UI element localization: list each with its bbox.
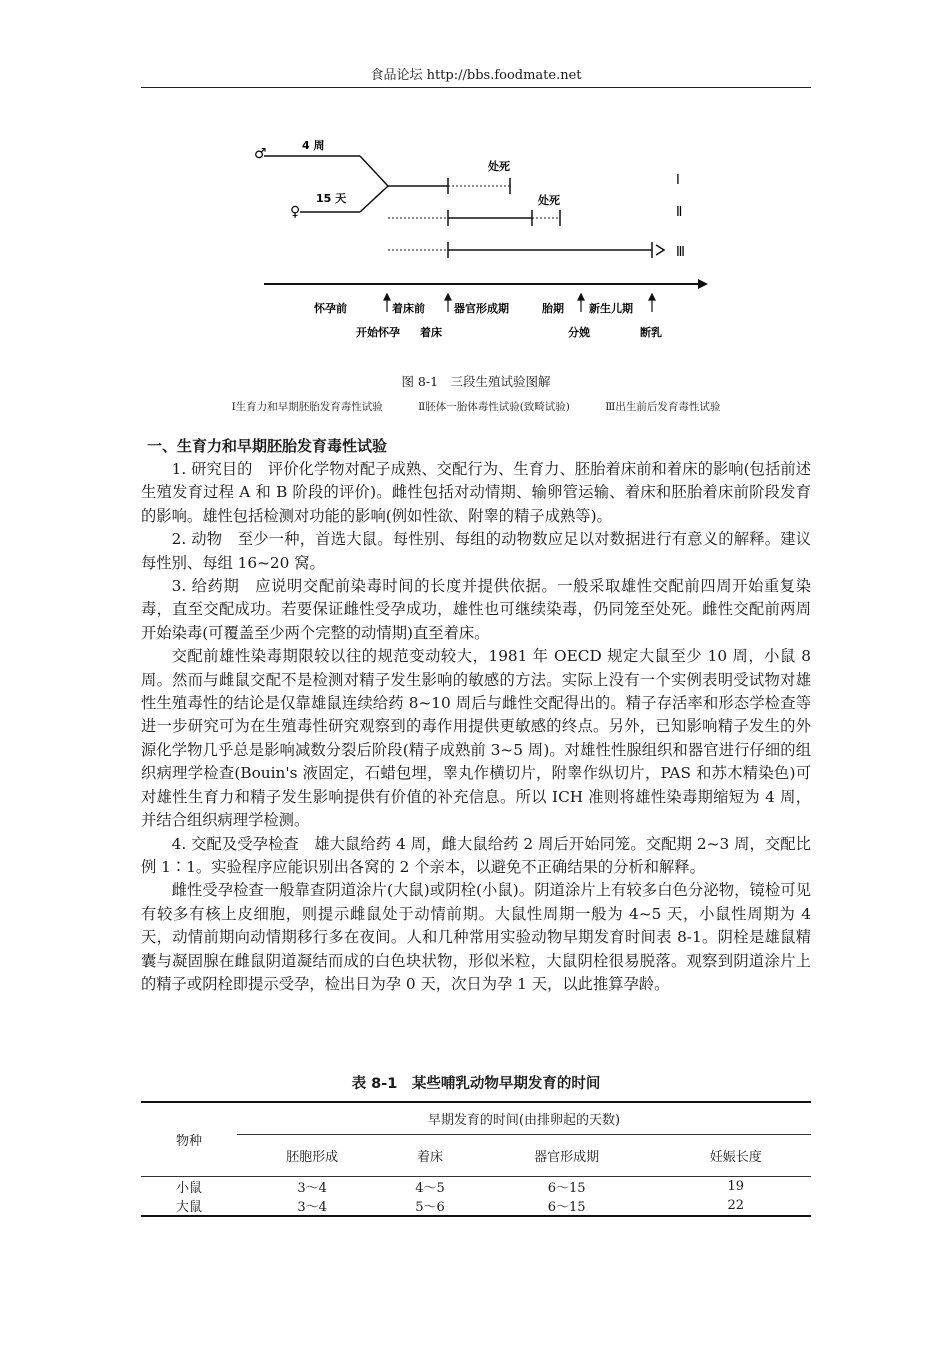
stage-label-fetal: 胎期	[542, 302, 564, 315]
table-cell: 22	[727, 1198, 745, 1213]
stage-label-neonatal: 新生儿期	[589, 302, 633, 315]
table-title: 表 8-1 某些哺乳动物早期发育的时间	[351, 1076, 601, 1092]
table-col-gestation: 妊娠长度	[709, 1149, 762, 1165]
female-merge-line	[360, 186, 388, 212]
development-time-table	[141, 1101, 811, 1217]
table-cell: 3～4	[297, 1200, 327, 1215]
female-symbol: ♀	[290, 204, 301, 220]
event-label-conception: 开始怀孕	[356, 326, 400, 339]
roman-numeral-2: Ⅱ	[676, 205, 683, 220]
table-header-group: 早期发育的时间(由排卵起的天数)	[237, 1102, 811, 1134]
male-duration-label: 4 周	[302, 139, 325, 152]
paragraph-pregnancy-check: 雌性受孕检查一般靠查阴道涂片(大鼠)或阴栓(小鼠)。阴道涂片上有较多白色分泌物，镜检可见有较多有核上皮细胞，则提示雌鼠处于动情前期。大鼠性周期一般为 4~5 天，小鼠性周期为 4 天，动情前期向动情期移行多在夜间。人和几种常用实验动物早期发育时间表 8-1。阴栓是雄鼠精囊与凝固腺在雌鼠阴道凝结而成的白色块状物，形似米粒，大鼠阴栓很易脱落。观察到阴道涂片上的精子或阴栓即提示受孕，检出日为孕 0 天，次日为孕 1 天，以此推算孕龄。	[141, 881, 811, 993]
paragraph-mating: 4. 交配及受孕检查 雄大鼠给药 4 周，雌大鼠给药 2 周后开始同笼。交配期 2~3 周，交配比例 1∶1。实验程序应能识别出各窝的 2 个亲本，以避免不正确结果的分析和解释。	[141, 834, 811, 876]
paragraph-dosing-period: 3. 给药期 应说明交配前染毒时间的长度并提供依据。一般采取雄性交配前四周开始重复染毒，直至交配成功。若要保证雌性受孕成功，雄性也可继续染毒，仍同笼至处死。雌性交配前两周开始染毒(可覆盖至少两个完整的动情期)直至着床。	[141, 577, 811, 642]
table-cell: 6～15	[547, 1200, 586, 1215]
female-duration-label: 15 天	[316, 192, 347, 205]
page-header: 食品论坛 http://bbs.foodmate.net	[370, 68, 582, 83]
legend-item-1: Ⅰ生育力和早期胚胎发育毒性试验	[231, 401, 383, 413]
paragraph-male-dosing: 交配前雄性染毒期限较以往的规范变动较大，1981 年 OECD 规定大鼠至少 10 周，小鼠 8 周。然而与雌鼠交配不是检测对精子发生影响的敏感的方法。实际上没有一个实例表明受试物对雄性生殖毒性的结论是仅靠雄鼠连续给药 8~10 周后与雌性交配得出的。精子存活率和形态学检查等进一步研究可为在生殖毒性研究观察到的毒作用提供更敏感的终点。另外，已知影响精子发生的外源化学物几乎总是影响减数分裂后阶段(精子成熟前 3~5 周)。对雄性性腺组织和器官进行仔细的组织病理学检查(Bouin's 液固定，石蜡包埋，睾丸作横切片，附睾作纵切片，PAS 和苏木精染色)可对雄性生育力和精子发生影响提供有价值的补充信息。所以 ICH 准则将雄性染毒期缩短为 4 周，并结合组织病理学检测。	[141, 647, 811, 830]
table-row	[141, 1196, 811, 1216]
body-text	[141, 458, 811, 996]
roman-numeral-3: Ⅲ	[676, 245, 685, 260]
figure-caption: 图 8-1 三段生殖试验图解	[401, 374, 551, 389]
table-col-blastocyst: 胚胞形成	[286, 1149, 339, 1165]
header-rule	[141, 87, 811, 88]
table-header-species: 物种	[175, 1133, 202, 1149]
stage-label-organogenesis: 器官形成期	[454, 302, 509, 315]
figure-legend	[141, 399, 811, 414]
stage-label-preconception: 怀孕前	[314, 302, 347, 315]
table-cell: 4～5	[415, 1180, 445, 1196]
table-cell-species: 大鼠	[175, 1200, 202, 1215]
legend-item-2: Ⅱ胚体一胎体毒性试验(致畸试验)	[418, 401, 570, 413]
male-symbol: ♂	[254, 146, 267, 162]
sacrifice-label-2: 处死	[538, 194, 560, 207]
table-row	[141, 1176, 811, 1196]
roman-numeral-1: Ⅰ	[676, 173, 680, 188]
table-cell: 19	[727, 1178, 745, 1194]
event-label-birth: 分娩	[568, 326, 590, 339]
table-cell-species: 小鼠	[175, 1180, 202, 1196]
three-segment-test-figure	[250, 132, 710, 347]
legend-item-3: Ⅲ出生前后发育毒性试验	[605, 401, 721, 413]
table-cell: 6～15	[547, 1180, 586, 1196]
event-label-weaning: 断乳	[640, 326, 662, 339]
timeline-arrow-head	[698, 279, 708, 289]
segment-3-arrow-head	[656, 245, 664, 255]
table-col-organogenesis: 器官形成期	[534, 1149, 600, 1165]
table-col-implantation: 着床	[417, 1149, 444, 1165]
paragraph-animals: 2. 动物 至少一种，首选大鼠。每性别、每组的动物数应足以对数据进行有意义的解释。建议每性别、每组 16~20 窝。	[141, 530, 811, 572]
table-cell: 3～4	[297, 1180, 327, 1196]
stage-label-preimplantation: 着床前	[392, 302, 425, 315]
table-cell: 5～6	[415, 1200, 445, 1215]
paragraph-research-purpose: 1. 研究目的 评价化学物对配子成熟、交配行为、生育力、胚胎着床前和着床的影响(包括前述生殖发育过程 A 和 B 阶段的评价)。雌性包括对动情期、输卵管运输、着床和胚胎着床前阶段发育的影响。雄性包括检测对功能的影响(例如性欲、附睾的精子成熟等)。	[141, 460, 811, 525]
event-label-implantation: 着床	[420, 326, 442, 339]
section-title: 一、生育力和早期胚胎发育毒性试验	[147, 437, 388, 455]
male-merge-line	[360, 156, 388, 186]
sacrifice-label-1: 处死	[488, 160, 510, 173]
